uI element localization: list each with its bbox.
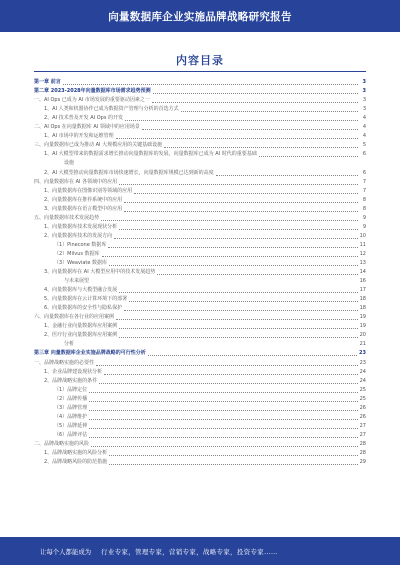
toc-entry-label: 3、向量数据库在 AI 大模型应用中的技术发展趋势 <box>44 269 156 276</box>
toc-entry[interactable] <box>34 404 366 413</box>
toc-entry[interactable] <box>34 286 366 295</box>
toc-page-number: 11 <box>359 241 366 248</box>
toc-entry-label: （3）品牌管理 <box>54 404 88 411</box>
toc-entry[interactable] <box>34 422 366 431</box>
toc-entry-label: 1、AI 大模型带来的数据需求增长推动向量数据库的发展，向量数据库已成为 AI 时代的重要基础 <box>44 151 257 158</box>
toc-page-number: 4 <box>362 115 366 122</box>
toc-entry[interactable] <box>34 268 366 277</box>
toc-entry[interactable] <box>34 377 366 386</box>
dot-leader <box>109 455 357 456</box>
toc-entry-label: 1、AI 人类和机器协作已成为数据资产管理与分析的首选方式 <box>44 106 179 113</box>
dot-leader <box>116 319 358 320</box>
toc-page-number: 3 <box>362 97 366 104</box>
dot-leader <box>104 374 357 375</box>
toc-entry[interactable] <box>34 322 366 331</box>
toc-entry[interactable] <box>34 440 366 449</box>
toc-entry[interactable] <box>34 96 366 105</box>
toc-page-number: 24 <box>359 377 366 384</box>
toc-entry[interactable] <box>34 223 366 232</box>
toc-page-number: 20 <box>359 332 366 339</box>
dot-leader <box>125 120 358 121</box>
toc-page-number: 27 <box>359 422 366 429</box>
toc-page-number: 9 <box>362 214 366 221</box>
toc-page-number: 8 <box>362 196 366 203</box>
toc-entry-label: 2、向量数据库在推荐系统中的应用 <box>44 196 123 203</box>
toc-entry[interactable] <box>34 277 366 286</box>
toc-entry-label: 2、品牌战略实施的条件 <box>44 377 98 384</box>
dot-leader <box>148 355 357 356</box>
toc-page-number: 25 <box>359 386 366 393</box>
toc-entry[interactable] <box>34 304 366 313</box>
toc-entry-label: 三、向量数据库已成为推动 AI 大规模应用的关键基础设施 <box>34 142 163 149</box>
dot-leader <box>119 184 358 185</box>
toc-page-number: 6 <box>362 151 366 158</box>
toc-entry-label: 4、向量数据库与大模型融合发展 <box>44 287 118 294</box>
toc-entry[interactable] <box>34 331 366 340</box>
toc-entry-label: 第二章 2023-2028年向量数据库市场需求趋势预测 <box>34 88 151 95</box>
toc-entry-label: 2、AI 大模型推动向量数据库市场快速增长，向量数据库规模已达到新的高度 <box>44 169 214 176</box>
toc-page-number: 12 <box>359 250 366 257</box>
toc-entry-label: 一、品牌战略实施的必要性 <box>34 359 95 366</box>
toc-entry-label: 1、企业品牌建设现状分析 <box>44 368 103 375</box>
dot-leader <box>101 220 358 221</box>
toc-entry-label: （4）品牌维护 <box>54 413 88 420</box>
toc-entry[interactable] <box>34 458 366 467</box>
toc-page-number: 13 <box>359 259 366 266</box>
toc-page-number: 10 <box>359 232 366 239</box>
toc-page-number: 28 <box>359 449 366 456</box>
toc-page-number: 6 <box>362 169 366 176</box>
toc-entry[interactable] <box>34 395 366 404</box>
dot-leader <box>63 84 358 85</box>
toc-entry-label: 2、品牌战略风险的防范措施 <box>44 459 108 466</box>
dot-leader <box>153 93 358 94</box>
toc-page-number: 28 <box>359 440 366 447</box>
report-footer <box>0 537 400 565</box>
toc-entry[interactable] <box>34 205 366 214</box>
dot-leader <box>181 111 358 112</box>
toc-page-number: 23 <box>359 350 366 357</box>
dot-leader <box>89 401 357 402</box>
dot-leader <box>216 175 358 176</box>
toc-entry[interactable] <box>34 295 366 304</box>
toc-entry[interactable] <box>34 340 366 349</box>
toc-page-number: 25 <box>359 395 366 402</box>
dot-leader <box>124 211 358 212</box>
toc-entry[interactable] <box>34 187 366 196</box>
toc-entry[interactable] <box>34 159 366 168</box>
dot-leader <box>124 202 358 203</box>
toc-page-number: 24 <box>359 368 366 375</box>
toc-entry-label: 2、向量数据库技术的发展方向 <box>44 232 113 239</box>
toc-entry-label: 2、AI 技术普及开发 AI Ops 的开发 <box>44 115 124 122</box>
toc-entry[interactable] <box>34 232 366 241</box>
dot-leader <box>157 274 357 275</box>
dot-leader <box>91 446 358 447</box>
dot-leader <box>89 410 357 411</box>
toc-page-number: 21 <box>359 341 366 348</box>
toc-page-number: 5 <box>362 142 366 149</box>
toc-page-number: 4 <box>362 133 366 140</box>
toc-entry[interactable] <box>34 141 366 150</box>
toc-entry-label: 1、向量数据库在图像识别等领域的应用 <box>44 187 133 194</box>
toc-page-number: 26 <box>359 404 366 411</box>
toc-entry-label: （5）品牌延伸 <box>54 422 88 429</box>
toc-entry-label: 3、向量数据库在语言模型中的应用 <box>44 205 123 212</box>
report-title: 向量数据库企业实施品牌战略研究报告 <box>108 10 292 23</box>
toc-entry-label: 分析 <box>64 341 75 348</box>
toc-entry[interactable] <box>34 358 366 367</box>
toc-page-number: 14 <box>359 269 366 276</box>
dot-leader <box>119 229 358 230</box>
toc-entry[interactable] <box>34 168 366 177</box>
toc-page-number: 9 <box>362 223 366 230</box>
table-of-contents <box>34 78 366 467</box>
toc-page-number: 7 <box>362 187 366 194</box>
toc-chapter-entry[interactable] <box>34 87 366 96</box>
dot-leader <box>129 301 357 302</box>
toc-entry-label: 1、AI 市场中的开发和运维管理 <box>44 133 114 140</box>
toc-entry-label: （3）Weaviate 数据库 <box>54 259 108 266</box>
dot-leader <box>109 265 358 266</box>
toc-entry-label: （1）品牌定位 <box>54 386 88 393</box>
toc-entry[interactable] <box>34 431 366 440</box>
dot-leader <box>259 156 358 157</box>
dot-leader <box>89 437 357 438</box>
toc-entry[interactable] <box>34 196 366 205</box>
toc-entry-label: （2）品牌传播 <box>54 395 88 402</box>
toc-entry[interactable] <box>34 105 366 114</box>
toc-entry-label: 第一章 前言 <box>34 79 61 86</box>
toc-entry-label: （1）Pinecone 数据库 <box>54 241 107 248</box>
toc-entry[interactable] <box>34 449 366 458</box>
toc-entry-label: 1、品牌战略实施的风险分析 <box>44 449 108 456</box>
title-divider <box>34 71 366 72</box>
dot-leader <box>124 310 357 311</box>
dot-leader <box>114 238 357 239</box>
dot-leader <box>96 365 358 366</box>
dot-leader <box>89 419 357 420</box>
toc-entry[interactable] <box>34 250 366 259</box>
dot-leader <box>119 292 357 293</box>
dot-leader <box>108 247 357 248</box>
footer-slogan: 让每个人都能成为 <box>40 547 92 556</box>
toc-page-number: 3 <box>362 88 366 95</box>
toc-entry-label: 一、AI Ops 已成为 AI 市场发展的重要驱动因素之一 <box>34 97 150 104</box>
toc-entry[interactable] <box>34 413 366 422</box>
toc-entry[interactable] <box>34 150 366 159</box>
footer-tagline: 行业专家，管理专家，营销专家，战略专家，投资专家…… <box>101 547 278 556</box>
toc-page-number: 18 <box>359 296 366 303</box>
toc-entry-label: （2）Milvus 数据库 <box>54 250 100 257</box>
toc-entry-label: 二、品牌战略实施的风险 <box>34 440 90 447</box>
dot-leader <box>142 129 358 130</box>
dot-leader <box>89 392 357 393</box>
dot-leader <box>102 256 358 257</box>
toc-entry-label: 2、医疗行业向量数据库应用案例 <box>44 332 118 339</box>
toc-entry-label: 四、向量数据库在 AI 各领域中的应用 <box>34 178 118 185</box>
toc-entry[interactable] <box>34 368 366 377</box>
toc-entry-label: 六、向量数据库在各行业的应用案例 <box>34 314 115 321</box>
toc-page-number: 8 <box>362 205 366 212</box>
toc-chapter-entry[interactable] <box>34 349 366 358</box>
dot-leader <box>134 193 358 194</box>
toc-page-number: 17 <box>359 287 366 294</box>
toc-entry-label: 与未来展望 <box>64 278 90 285</box>
toc-page-number: 23 <box>359 359 366 366</box>
toc-page-number: 16 <box>359 278 366 285</box>
toc-page-number: 27 <box>359 431 366 438</box>
toc-entry[interactable] <box>34 313 366 322</box>
toc-entry-label: 6、向量数据库的安全性与隐私保护 <box>44 305 123 312</box>
toc-entry-label: 5、向量数据库在云计算环境下的部署 <box>44 296 128 303</box>
toc-page-number: 3 <box>362 106 366 113</box>
dot-leader <box>89 428 357 429</box>
toc-chapter-entry[interactable] <box>34 78 366 87</box>
toc-page-number: 7 <box>362 178 366 185</box>
toc-entry-label: （6）品牌评估 <box>54 431 88 438</box>
toc-page-number: 18 <box>359 305 366 312</box>
dot-leader <box>164 147 358 148</box>
toc-page-number: 26 <box>359 413 366 420</box>
toc-entry[interactable] <box>34 214 366 223</box>
report-header <box>0 0 400 32</box>
toc-entry-label: 第三章 向量数据库企业实施品牌战略的可行性分析 <box>34 350 146 357</box>
toc-title: 内容目录 <box>176 54 224 67</box>
toc-page-number: 29 <box>359 459 366 466</box>
toc-entry-label: 二、AI Ops 在向量数据库 AI 领域中的应用场景 <box>34 124 140 131</box>
toc-entry[interactable] <box>34 114 366 123</box>
toc-page-number: 4 <box>362 124 366 131</box>
dot-leader <box>119 328 357 329</box>
dot-leader <box>152 102 358 103</box>
toc-entry-label: 1、金融行业向量数据库应用案例 <box>44 323 118 330</box>
toc-entry[interactable] <box>34 241 366 250</box>
toc-entry[interactable] <box>34 259 366 268</box>
toc-entry-label: 五、向量数据库技术发展趋势 <box>34 214 100 221</box>
toc-entry[interactable] <box>34 123 366 132</box>
dot-leader <box>116 138 358 139</box>
dot-leader <box>109 464 357 465</box>
toc-page-number: 19 <box>359 323 366 330</box>
dot-leader <box>99 383 357 384</box>
toc-page-number: 19 <box>359 314 366 321</box>
toc-entry-label: 设施 <box>64 160 75 167</box>
toc-page-number: 3 <box>362 79 366 86</box>
toc-entry[interactable] <box>34 386 366 395</box>
toc-entry[interactable] <box>34 132 366 141</box>
toc-entry-label: 1、向量数据库技术发展现状分析 <box>44 223 118 230</box>
dot-leader <box>119 337 357 338</box>
toc-entry[interactable] <box>34 178 366 187</box>
